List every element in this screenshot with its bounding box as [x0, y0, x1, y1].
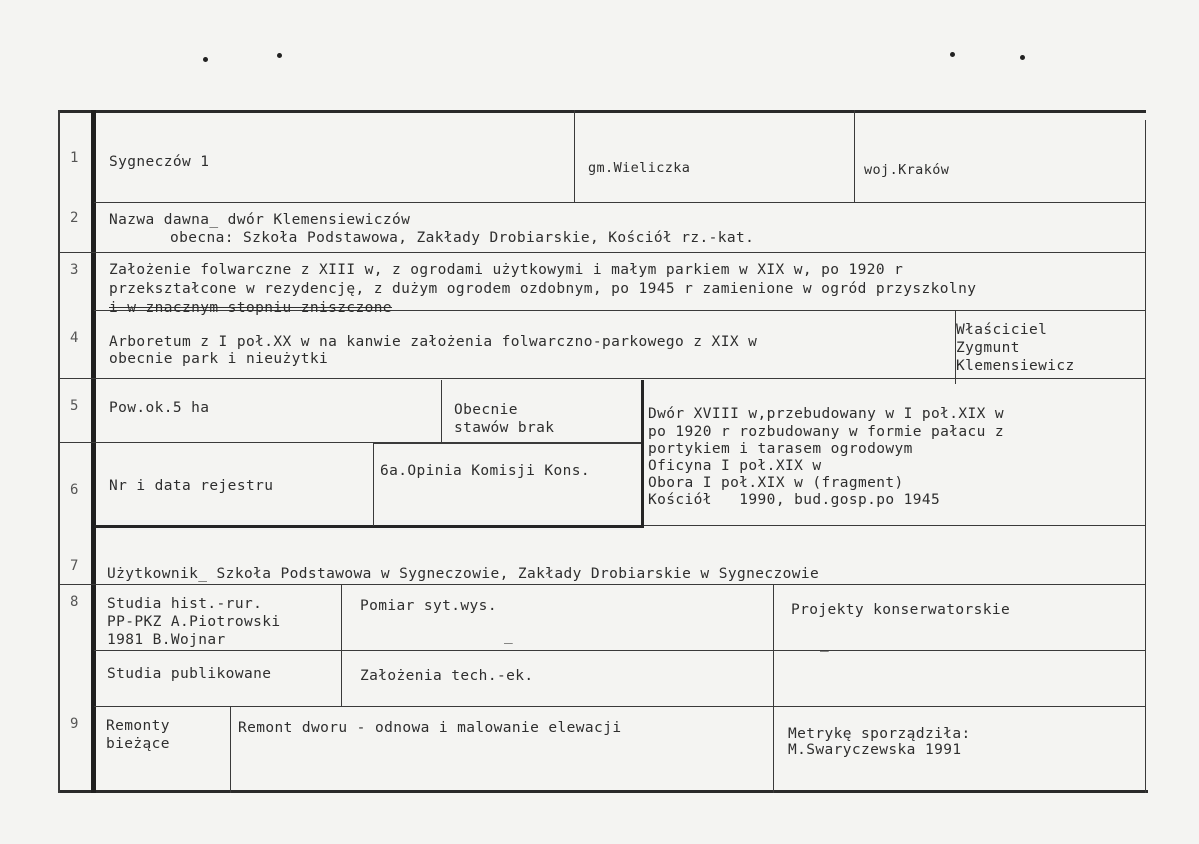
frame-right [1145, 120, 1146, 793]
repairs-label-2: bieżące [106, 736, 170, 752]
wojewodztwo: woj.Kraków [864, 162, 950, 178]
studies-line-1: Studia hist.-rur. [107, 596, 263, 612]
punch-mark-left-1 [203, 57, 208, 62]
row-number-2: 2 [70, 210, 79, 226]
row-number-3: 3 [70, 262, 79, 278]
row-line-4 [58, 378, 1146, 379]
punch-mark-right-1 [950, 52, 955, 57]
locality-name: Sygneczów 1 [109, 154, 210, 170]
col-line-r5 [441, 380, 442, 444]
punch-mark-left-2 [277, 53, 282, 58]
former-name: Nazwa dawna_ dwór Klemensiewiczów [109, 212, 411, 228]
survey-label: Pomiar syt.wys. [360, 598, 497, 614]
survey-value: _ [504, 628, 514, 644]
author-name: M.Swaryczewska 1991 [788, 742, 962, 758]
frame-bottom [58, 790, 1148, 793]
frame-top [58, 110, 1146, 113]
buildings-line-4: Oficyna I poł.XIX w [648, 458, 822, 474]
projects-value: _ [820, 636, 830, 652]
register-label: Nr i data rejestru [109, 478, 274, 494]
current-name: obecna: Szkoła Podstawowa, Zakłady Drobiarskie, Kościół rz.-kat. [170, 230, 755, 246]
col-line-r1a [574, 110, 575, 202]
col-line-r8b [773, 584, 774, 793]
col-line-r5b [641, 380, 644, 528]
buildings-line-1: Dwór XVIII w,przebudowany w I poł.XIX w [648, 406, 1005, 422]
published-studies-label: Studia publikowane [107, 666, 272, 682]
record-table [58, 110, 1148, 796]
frame-number-column [91, 110, 96, 793]
buildings-line-5: Obora I poł.XIX w (fragment) [648, 475, 904, 491]
repair-description: Remont dworu - odnowa i malowanie elewacji [238, 720, 622, 736]
owner-last-name: Klemensiewicz [956, 358, 1075, 374]
studies-line-2: PP-PKZ A.Piotrowski [107, 614, 281, 630]
row-number-7: 7 [70, 558, 79, 574]
row-number-8: 8 [70, 594, 79, 610]
row-number-5: 5 [70, 398, 79, 414]
owner-label: Właściciel [956, 322, 1048, 338]
row-number-9: 9 [70, 716, 79, 732]
history-line-3: i w znacznym stopniu zniszczone [109, 300, 393, 316]
row-line-2 [58, 252, 1146, 253]
tech-assumptions-label: Założenia tech.-ek. [360, 668, 534, 684]
buildings-line-2: po 1920 r rozbudowany w formie pałacu z [648, 424, 1005, 440]
area: Pow.ok.5 ha [109, 400, 210, 416]
buildings-line-3: portykiem i tarasem ogrodowym [648, 441, 913, 457]
col-line-r1b [854, 110, 855, 202]
row-line-1 [94, 202, 1146, 203]
ponds-line-1: Obecnie [454, 402, 518, 418]
studies-line-3: 1981 B.Wojnar [107, 632, 226, 648]
row-line-5b [373, 442, 641, 444]
arboretum-line-1: Arboretum z I poł.XX w na kanwie założenia folwarczno-parkowego z XIX w [109, 334, 758, 350]
col-line-r8a [341, 584, 342, 706]
row-line-8 [94, 650, 1146, 651]
row-number-4: 4 [70, 330, 79, 346]
row-line-9 [94, 706, 1146, 707]
owner-first-name: Zygmunt [956, 340, 1020, 356]
row-line-7 [58, 584, 1146, 585]
frame-left [58, 110, 60, 793]
author-label: Metrykę sporządziła: [788, 726, 971, 742]
arboretum-line-2: obecnie park i nieużytki [109, 351, 329, 367]
history-line-2: przekształcone w rezydencję, z dużym ogrodem ozdobnym, po 1945 r zamienione w ogród przyszkolny [109, 281, 977, 297]
col-line-r9 [230, 706, 231, 793]
projects-label: Projekty konserwatorskie [791, 602, 1011, 618]
buildings-line-6: Kościół 1990, bud.gosp.po 1945 [648, 492, 941, 508]
punch-mark-right-2 [1020, 55, 1025, 60]
ponds-line-2: stawów brak [454, 420, 555, 436]
row-number-1: 1 [70, 150, 79, 166]
row-line-6 [94, 525, 642, 528]
row-number-6: 6 [70, 482, 79, 498]
user-line: Użytkownik_ Szkoła Podstawowa w Sygneczowie, Zakłady Drobiarskie w Sygneczowie [107, 566, 820, 582]
col-line-r6 [373, 444, 374, 526]
history-line-1: Założenie folwarczne z XIII w, z ogrodami użytkowymi i małym parkiem w XIX w, po 1920 r [109, 262, 904, 278]
gmina: gm.Wieliczka [588, 160, 691, 176]
opinion-label: 6a.Opinia Komisji Kons. [380, 463, 590, 479]
repairs-label-1: Remonty [106, 718, 170, 734]
row-line-6b [642, 525, 1146, 526]
